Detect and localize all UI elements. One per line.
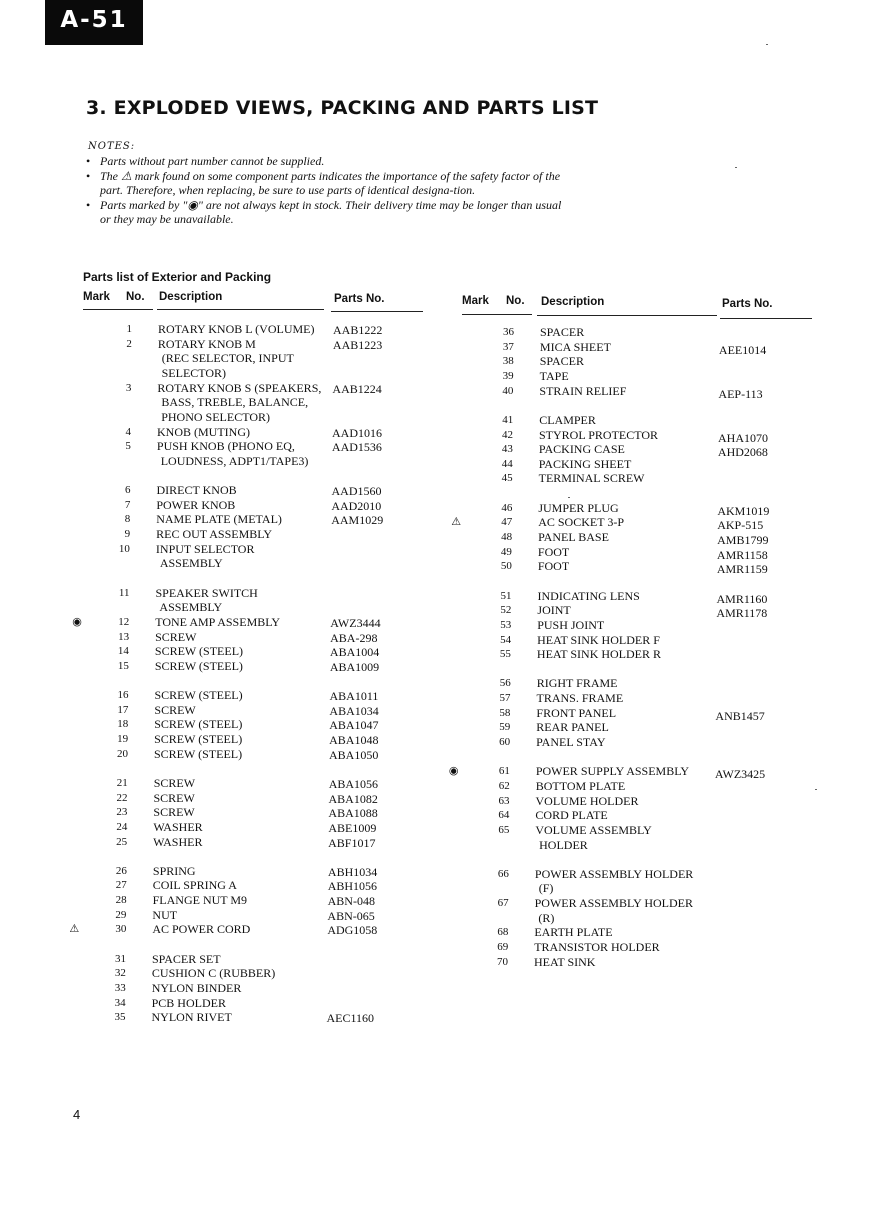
part-code: ABA1034	[329, 703, 379, 718]
parts-list-title: Parts list of Exterior and Packing	[83, 270, 272, 284]
part-description: PUSH JOINT	[537, 617, 605, 632]
part-code: ABA1011	[329, 689, 379, 704]
part-number-index: 1	[126, 323, 132, 335]
parts-table: 1 ROTARY KNOB L (VOLUME) AAB1222 2 ROTARY KNOB M AAB1223 (REC SELECTOR, INPUT SELECTOR) 3 ROTARY KNOB S (SPEAKERS, AAB1224 BASS, TREBLE, BALANCE, PHONO SELECTOR) 4 KNOB (MUTING) AAD1016 5 PUSH KNOB (PHONO EQ, AAD1536 LOUDNESS, ADPT1/TAPE3) 6 DIRECT KNOB AAD1560 7 POWER KNOB AAD2010 8 NAME PLATE (METAL) AAM1029 9 REC OUT ASSEMBLY 10 INPUT SELECTOR ASSEMBLY 11 SPEAKER SWITCH ASSEMBLY ◉ 12 TONE AMP ASSEMBLY AWZ3444 13 SCREW ABA-298 14 SCREW (STEEL) ABA1004 15 SCREW (STEEL) ABA1009 16 SCREW (STEEL) ABA1011 17 SCREW ABA1034 18 SCREW (STEEL) ABA1047 19 SCREW (STEEL) ABA1048 20 SCREW (STEEL) ABA1050 21 SCREW ABA1056 22 SCREW ABA1082 23 SCREW ABA1088 24 WASHER ABE1009 25 WASHER ABF1017 26 SPRING ABH1034 27 COIL SPRING A ABH1056 28 FLANGE NUT M9 ABN-048 29 NUT ABN-065 ⚠ 30 AC POWER CORD ADG1058 31 SPACER SET 32 CUSHION C (RUBBER) 33 NYLON BINDER 34 PCB HOLDER 35 NYLON RIVET AEC1160 36 SPACER 37 MICA SHEET AEE1014 38 SPACER 39 TAPE 40 STRAIN RELIEF AEP-113 41 CLAMPER 42 STYROL PROTECTOR AHA1070 43 PACKING CASE AHD2068 44 PACKING SHEET 45 TERMINAL SCREW 46 JUMPER PLUG AKM1019 ⚠ 47 AC SOCKET 3-P AKP-515 48 PANEL BASE AMB1799 49 FOOT AMR1158 50 FOOT AMR1159 51 INDICATING LENS AMR1160 52 JOINT AMR1178 53 PUSH JOINT 54 HEAT SINK HOLDER F 55 HEAT SINK HOLDER R 56 RIGHT FRAME 57 TRANS. FRAME 58 FRONT PANEL ANB1457 59 REAR PANEL 60 PANEL STAY ◉ 61 POWER SUPPLY ASSEMBLY AWZ3425 62 BOTTOM PLATE 63 VOLUME HOLDER 64 CORD PLATE 65 VOLUME ASSEMBLY HOLDER 66 POWER ASSEMBLY HOLDER (F) 67 POWER ASSEMBLY HOLDER (R) 68 EARTH PLATE 69 TRANSISTOR HOLDER 70 HEAT SINK	[69, 322, 770, 1026]
part-description: SCREW	[153, 775, 196, 790]
part-number-index: 36	[503, 326, 514, 338]
part-code: ABN-048	[327, 894, 375, 909]
part-number-index: 27	[115, 879, 127, 892]
part-number-index: 57	[499, 692, 511, 704]
part-number-index: 52	[500, 604, 512, 617]
part-code: AAB1224	[332, 381, 382, 396]
part-code: AMR1178	[716, 606, 768, 621]
part-description: RIGHT FRAME	[536, 676, 618, 691]
part-description: SPEAKER SWITCH	[155, 585, 258, 600]
safety-mark-icon: ⚠	[69, 922, 80, 936]
part-code: AAD1560	[331, 484, 382, 499]
header-description: Description	[159, 291, 223, 303]
safety-mark-icon: ⚠	[451, 515, 462, 529]
part-number-index: 18	[117, 718, 129, 731]
part-code: ABH1056	[327, 879, 378, 894]
part-code: AAB1222	[333, 323, 383, 337]
header-mark: Mark	[462, 295, 489, 307]
part-number-index: 2	[126, 337, 132, 350]
part-number-index: 67	[497, 897, 509, 909]
part-number-index: 17	[117, 703, 129, 716]
note-item: • Parts marked by "◉" are not always kept in stock. Their delivery time may be longer than usual or they may be unavailable.	[86, 198, 570, 227]
part-code: ABA1082	[328, 791, 378, 806]
part-number-index: 16	[117, 689, 129, 702]
part-description: AC SOCKET 3-P	[538, 515, 624, 530]
part-description: ROTARY KNOB S (SPEAKERS,	[157, 380, 322, 395]
part-code: AAD1536	[331, 440, 382, 455]
part-description: KNOB (MUTING)	[157, 424, 250, 439]
part-code: ABE1009	[328, 820, 377, 835]
part-description: ROTARY KNOB L (VOLUME)	[158, 322, 315, 336]
part-number-index: 50	[500, 560, 512, 573]
part-code: AEC1160	[326, 1011, 375, 1026]
part-description: PACKING CASE	[538, 442, 625, 457]
part-description: STRAIN RELIEF	[539, 383, 627, 398]
header-parts-no: Parts No.	[722, 298, 773, 310]
part-number-index: 66	[497, 867, 509, 880]
page-number: 4	[73, 1107, 81, 1122]
part-code: ABA1050	[329, 747, 379, 762]
part-code: ABA1009	[329, 659, 380, 674]
part-code: ABA1004	[329, 645, 380, 660]
part-number-index: 47	[501, 516, 513, 529]
part-description: SPACER	[539, 354, 584, 369]
part-description: TRANS. FRAME	[536, 691, 624, 705]
part-number-index: 61	[498, 765, 510, 778]
part-code: AKM1019	[717, 503, 770, 518]
part-description: SPACER SET	[152, 951, 221, 966]
part-number-index: 32	[114, 967, 126, 980]
part-code: ABA-298	[330, 630, 378, 645]
part-number-index: 24	[116, 820, 128, 833]
part-code: AEE1014	[718, 342, 767, 357]
header-no: No.	[126, 291, 145, 303]
part-description: JUMPER PLUG	[538, 500, 619, 515]
part-description: COIL SPRING A	[152, 878, 237, 893]
part-code: AAD2010	[331, 498, 382, 513]
page-badge: A-51	[45, 0, 143, 45]
part-code: ABA1048	[329, 733, 379, 747]
part-number-index: 45	[501, 472, 513, 485]
part-description: ROTARY KNOB M	[157, 336, 256, 351]
part-number-index: 55	[499, 648, 511, 661]
scan-speck	[766, 44, 768, 45]
part-description: SCREW	[153, 790, 195, 805]
part-number-index: 25	[116, 835, 128, 848]
part-description: WASHER	[153, 834, 203, 849]
header-description: Description	[541, 296, 605, 308]
part-description: POWER KNOB	[156, 497, 236, 512]
part-description: SCREW (STEEL)	[154, 717, 243, 732]
part-description: NYLON RIVET	[151, 1010, 232, 1025]
part-description: MICA SHEET	[539, 339, 611, 354]
part-code: AAD1016	[332, 425, 382, 440]
part-number-index: 7	[124, 498, 131, 511]
part-description: NYLON BINDER	[151, 980, 242, 995]
part-number-index: 33	[114, 981, 126, 994]
part-number-index: 15	[117, 659, 129, 672]
part-number-index: 31	[115, 952, 126, 965]
part-number-index: 56	[499, 677, 511, 690]
part-description: SCREW	[153, 805, 195, 820]
part-code: AWZ3444	[330, 615, 381, 630]
notes-heading: NOTES:	[88, 141, 136, 152]
part-number-index: 43	[501, 443, 513, 456]
part-code: AMR1159	[716, 562, 768, 577]
scan-speck	[568, 497, 570, 498]
part-number-index: 3	[125, 381, 132, 394]
part-code: AMR1158	[716, 547, 768, 562]
part-number-index: 46	[501, 501, 513, 514]
part-code: AAM1029	[331, 513, 384, 528]
not-stocked-mark-icon: ◉	[72, 614, 82, 628]
part-code: ABN-065	[327, 908, 375, 923]
part-description: AC POWER CORD	[152, 922, 251, 937]
note-item: • Parts without part number cannot be supplied.	[86, 154, 460, 169]
part-code: ANB1457	[715, 708, 765, 723]
part-number-index: 41	[502, 413, 514, 426]
part-description: EARTH PLATE	[534, 925, 613, 940]
page-title: 3. EXPLODED VIEWS, PACKING AND PARTS LIST	[86, 97, 599, 119]
part-description: TONE AMP ASSEMBLY	[155, 614, 281, 629]
part-description: PACKING SHEET	[538, 456, 632, 471]
part-description: SCREW (STEEL)	[154, 658, 243, 673]
part-description: VOLUME HOLDER	[535, 793, 639, 808]
part-number-index: 20	[117, 747, 128, 760]
part-number-index: 8	[124, 513, 131, 526]
part-description: SCREW (STEEL)	[154, 688, 243, 703]
part-description: TERMINAL SCREW	[538, 471, 645, 486]
part-code: ABA1047	[329, 718, 379, 733]
part-description: PANEL STAY	[536, 735, 606, 749]
scan-speck	[815, 789, 817, 790]
part-description: CUSHION C (RUBBER)	[151, 966, 276, 981]
part-number-index: 4	[125, 425, 131, 438]
part-number-index: 37	[502, 340, 514, 353]
part-number-index: 59	[499, 721, 511, 734]
part-number-index: 58	[499, 706, 511, 719]
part-number-index: 49	[500, 545, 512, 558]
part-description: STYROL PROTECTOR	[539, 427, 659, 442]
part-description: DIRECT KNOB	[156, 483, 237, 498]
header-parts-no: Parts No.	[334, 293, 385, 305]
part-number-index: 69	[497, 941, 509, 953]
part-description: VOLUME ASSEMBLY	[535, 822, 652, 837]
part-description: HEAT SINK	[534, 954, 596, 969]
part-number-index: 22	[116, 791, 128, 804]
part-description: JOINT	[537, 603, 571, 618]
part-description: SCREW (STEEL)	[154, 732, 243, 746]
part-number-index: 63	[498, 794, 510, 807]
part-description: SCREW	[154, 702, 196, 717]
part-code: AWZ3425	[714, 767, 766, 782]
header-no: No.	[506, 295, 525, 307]
part-number-index: 12	[118, 615, 130, 628]
part-code: AHD2068	[717, 445, 768, 460]
part-number-index: 30	[115, 923, 127, 936]
part-code: AAB1223	[332, 337, 383, 352]
part-number-index: 38	[502, 355, 514, 368]
part-number-index: 54	[500, 633, 512, 646]
part-description: SCREW (STEEL)	[154, 746, 243, 761]
part-number-index: 53	[500, 618, 512, 631]
part-number-index: 44	[501, 457, 513, 470]
part-code: AEP-113	[718, 386, 763, 401]
part-description: FOOT	[537, 559, 570, 574]
part-number-index: 68	[497, 926, 509, 939]
part-number-index: 35	[114, 1011, 126, 1024]
part-description: NAME PLATE (METAL)	[156, 512, 282, 527]
part-description: INPUT SELECTOR	[155, 541, 255, 556]
part-number-index: 51	[500, 589, 512, 602]
part-description: WASHER	[153, 819, 203, 834]
part-code: AKP-515	[717, 518, 764, 533]
part-number-index: 6	[125, 484, 131, 497]
part-number-index: 13	[118, 630, 130, 643]
part-description: SCREW	[155, 629, 197, 644]
part-description: REAR PANEL	[536, 720, 609, 735]
part-number-index: 9	[124, 528, 131, 540]
part-number-index: 40	[502, 384, 514, 397]
part-description: INDICATING LENS	[537, 588, 640, 603]
part-number-index: 48	[501, 531, 513, 543]
part-description: REC OUT ASSEMBLY	[156, 527, 273, 541]
part-code: ABA1056	[328, 776, 379, 791]
part-code: ADG1058	[327, 923, 378, 938]
part-description: PANEL BASE	[538, 530, 609, 544]
part-description: SCREW (STEEL)	[154, 644, 244, 659]
part-number-index: 19	[117, 733, 129, 745]
part-description: HEAT SINK HOLDER R	[536, 647, 662, 662]
part-description: PUSH KNOB (PHONO EQ,	[156, 439, 295, 454]
part-description: SPRING	[152, 863, 196, 878]
part-description: FLANGE NUT M9	[152, 893, 248, 908]
part-code: AMR1160	[716, 591, 768, 606]
part-number-index: 65	[498, 823, 510, 836]
part-number-index: 14	[117, 645, 129, 658]
part-number-index: 42	[502, 428, 513, 441]
part-description: BOTTOM PLATE	[535, 778, 626, 793]
part-description: NUT	[152, 907, 178, 922]
part-number-index: 29	[115, 908, 127, 921]
part-description: PCB HOLDER	[151, 995, 226, 1010]
part-description: SPACER	[540, 325, 585, 339]
part-description: HEAT SINK HOLDER F	[537, 632, 660, 647]
part-description: CLAMPER	[539, 412, 596, 427]
part-description: CORD PLATE	[535, 808, 608, 823]
part-number-index: 10	[118, 542, 130, 555]
part-number-index: 26	[115, 864, 127, 877]
part-number-index: 28	[115, 894, 127, 907]
part-code: AMB1799	[717, 533, 769, 547]
part-description: FRONT PANEL	[536, 705, 617, 720]
part-number-index: 11	[118, 586, 130, 599]
part-number-index: 34	[114, 996, 126, 1009]
part-number-index: 60	[499, 736, 511, 748]
part-number-index: 21	[116, 776, 128, 789]
part-number-index: 5	[125, 440, 131, 453]
part-description: POWER ASSEMBLY HOLDER	[534, 896, 693, 910]
part-description: TAPE	[539, 368, 569, 383]
part-description: POWER ASSEMBLY HOLDER	[534, 866, 694, 881]
part-description: TRANSISTOR HOLDER	[534, 940, 660, 954]
part-code: ABA1088	[328, 806, 378, 821]
note-item: • The ⚠ mark found on some component parts indicates the importance of the safety factor of the part. Therefore, when replacing, be sure to use parts of identical designa-tion.	[86, 169, 570, 198]
not-stocked-mark-icon: ◉	[448, 764, 459, 778]
part-code: ABH1034	[327, 864, 378, 879]
scan-speck	[735, 167, 737, 168]
part-number-index: 39	[502, 369, 514, 382]
part-number-index: 23	[116, 806, 128, 819]
part-number-index: 64	[498, 809, 510, 822]
header-mark: Mark	[83, 291, 110, 303]
part-code: AHA1070	[718, 430, 768, 445]
part-description: POWER SUPPLY ASSEMBLY	[535, 764, 689, 779]
part-description: FOOT	[537, 544, 570, 559]
part-number-index: 62	[498, 779, 510, 792]
part-code: ABF1017	[328, 835, 376, 850]
part-number-index: 70	[497, 955, 508, 968]
